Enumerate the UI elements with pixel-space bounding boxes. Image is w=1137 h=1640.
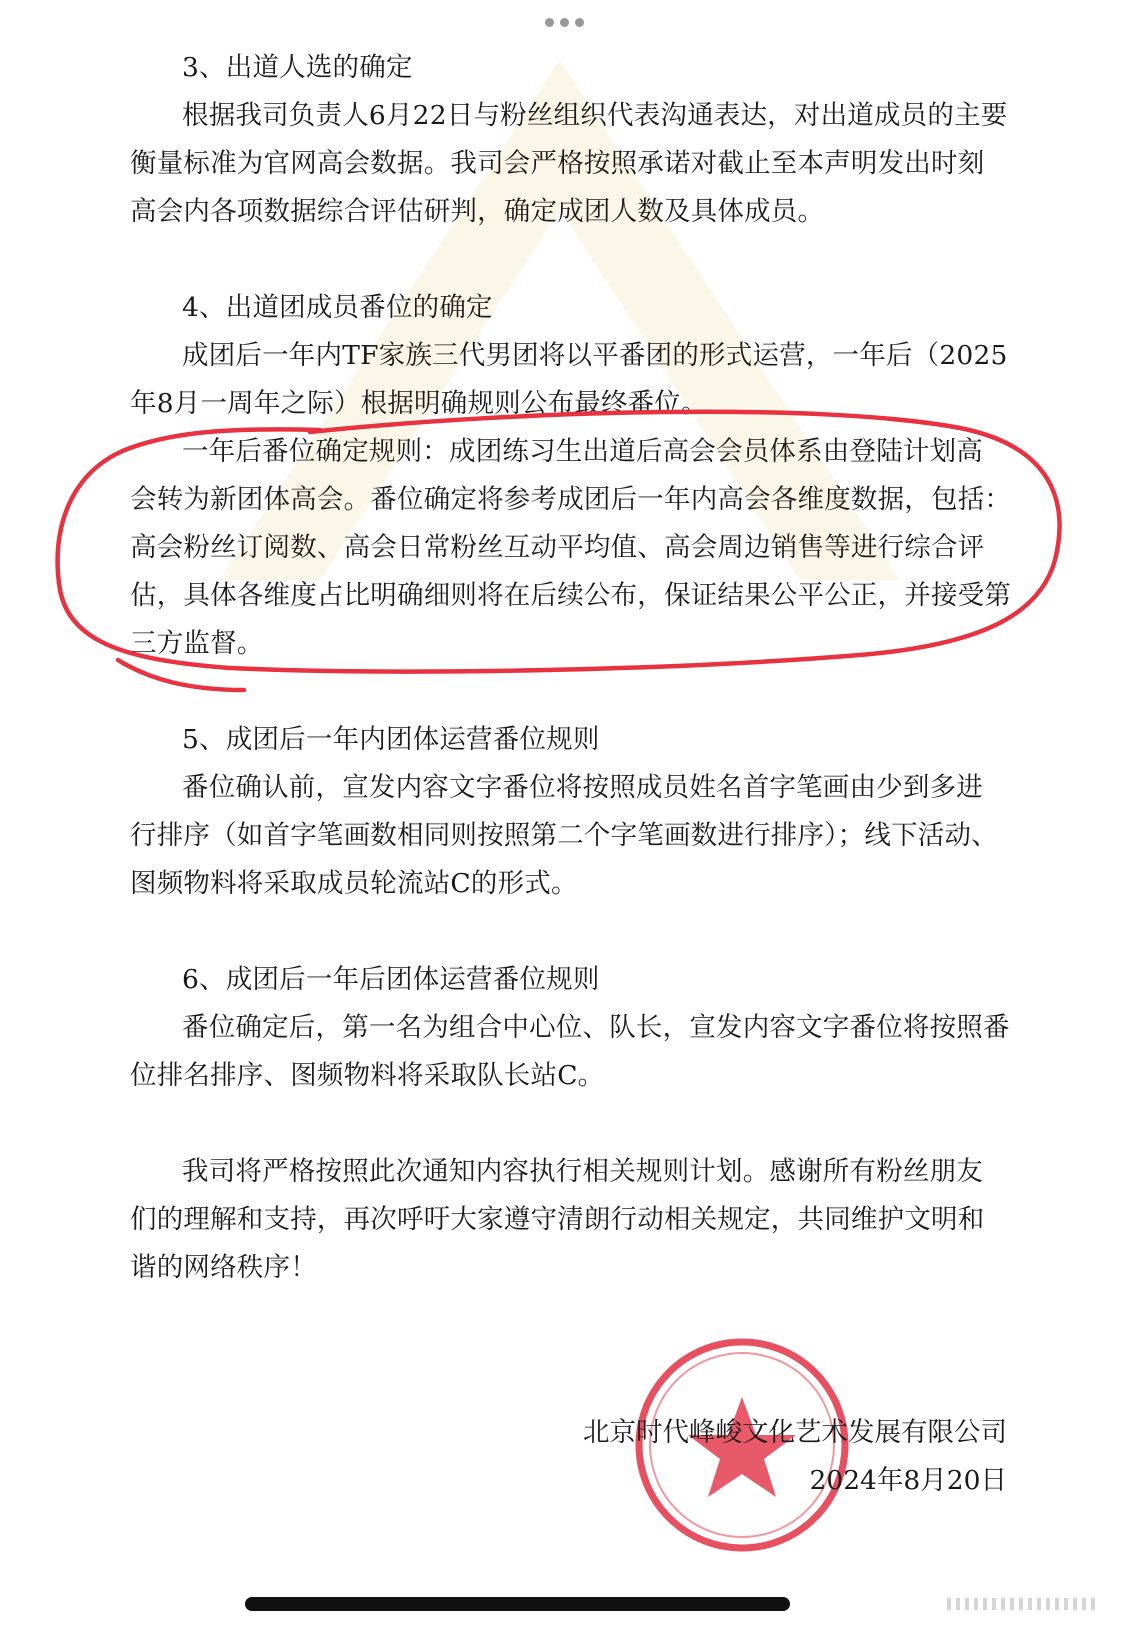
closing-line: 们的理解和支持，再次呼吁大家遵守清朗行动相关规定，共同维护文明和 [130, 1204, 985, 1235]
section-5-line: 番位确认前，宣发内容文字番位将按照成员姓名首字笔画由少到多进 [182, 772, 983, 803]
ranking-rule-line: 会转为新团体高会。番位确定将参考成团后一年内高会各维度数据，包括： [130, 484, 1012, 515]
signature-company: 北京时代峰峻文化艺术发展有限公司 [583, 1417, 1007, 1448]
more-options-icon[interactable] [545, 18, 584, 27]
section-3-line: 衡量标准为官网高会数据。我司会严格按照承诺对截止至本声明发出时刻 [130, 148, 985, 179]
signature-date: 2024年8月20日 [809, 1465, 1007, 1496]
dot [575, 18, 584, 27]
section-4-heading: 4、出道团成员番位的确定 [182, 292, 493, 323]
section-6-heading: 6、成团后一年后团体运营番位规则 [182, 964, 600, 995]
watermark-strip [947, 1598, 1097, 1610]
closing-line: 谐的网络秩序！ [130, 1252, 317, 1283]
ranking-rule-line: 高会粉丝订阅数、高会日常粉丝互动平均值、高会周边销售等进行综合评 [130, 532, 985, 563]
section-4-line: 年8月一周年之际）根据明确规则公布最终番位。 [130, 388, 708, 419]
section-3-line: 根据我司负责人6月22日与粉丝组织代表沟通表达，对出道成员的主要 [182, 100, 1008, 131]
section-6-line: 位排名排序、图频物料将采取队长站C。 [130, 1060, 605, 1091]
closing-line: 我司将严格按照此次通知内容执行相关规则计划。感谢所有粉丝朋友 [182, 1156, 983, 1187]
section-6-line: 番位确定后，第一名为组合中心位、队长，宣发内容文字番位将按照番 [182, 1012, 1010, 1043]
section-5-line: 图频物料将采取成员轮流站C的形式。 [130, 868, 578, 899]
section-5-line: 行排序（如首字笔画数相同则按照第二个字笔画数进行排序）；线下活动、 [130, 820, 998, 851]
section-4-line: 成团后一年内TF家族三代男团将以平番团的形式运营，一年后（2025 [182, 340, 1008, 371]
section-3-heading: 3、出道人选的确定 [182, 52, 413, 83]
ranking-rule-line: 一年后番位确定规则：成团练习生出道后高会会员体系由登陆计划高 [182, 436, 983, 467]
dot [545, 18, 554, 27]
home-indicator[interactable] [245, 1597, 790, 1611]
dot [560, 18, 569, 27]
section-3-line: 高会内各项数据综合评估研判，确定成团人数及具体成员。 [130, 196, 825, 227]
ranking-rule-line: 估，具体各维度占比明确细则将在后续公布，保证结果公平公正，并接受第 [130, 580, 1012, 611]
section-5-heading: 5、成团后一年内团体运营番位规则 [182, 724, 600, 755]
ranking-rule-line: 三方监督。 [130, 628, 264, 659]
